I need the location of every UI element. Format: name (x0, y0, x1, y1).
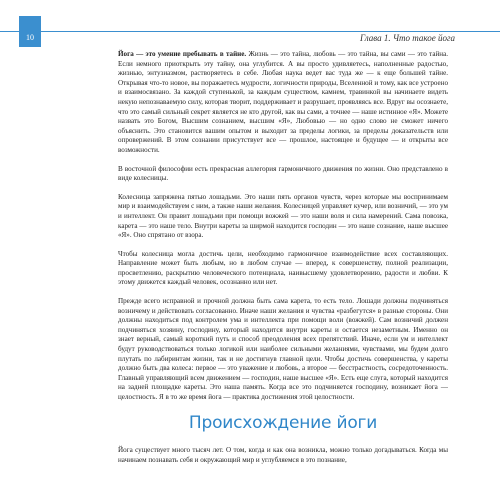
paragraph-4: Чтобы колесница могла достичь цели, необходимо гармоничное взаимодействие всех составляющих. Направление может быть любым, но в любом случае — вперед, к совершенству, полной реализации, просветлению, раскрытию человеческого потенциала, наивысшему удовлетворению, радости и любви. К этому движется каждый человек, осознанно или нет. (118, 249, 448, 287)
paragraph-text: Жизнь — это тайна, любовь — это тайна, вы сами — это тайна. Если немного приоткрыть эту тайну, она углубится. А вы просто удивляетесь, наполненные радостью, жизнью, энтузиазмом, растворяетесь в себе. Любая наука ведет вас туда же — к еще большей тайне. Открывая что-то новое, вы поражаетесь мудрости, логичности природы, Вселенной и тому, как все устроено и взаимосвязано. За каждой ступенькой, за каждым существом, камнем, травинкой вы начинаете видеть некую непознаваемую силу, которая творит, поддерживает и разрушает, проявляясь все. Вдруг вы осознаете, что это самый сильный секрет является не кто другой, как вы сами, а точнее — наше истинное «Я». Можете назвать это Богом, Высшим сознанием, высшим «Я», Любовью — но одно слово не сможет ничего объяснить. Это становится вашим опытом и выходит за пределы логики, за пределы доказательств или опровержений. В этом сознании присутствует все — прошлое, настоящее и будущее — и открыты все возможности. (118, 50, 449, 154)
page-number: 10 (19, 16, 41, 47)
closing-paragraph: Йога существует много тысяч лет. О том, когда и как она возникла, можно только догадываться. Когда мы начинаем познавать себя и окружающий мир и углубляемся в это познание, (118, 446, 448, 464)
page-body (118, 50, 448, 474)
paragraph-2: В восточной философии есть прекрасная аллегория гармоничного движения по жизни. Оно представлено в виде колесницы. (118, 164, 448, 183)
paragraph-lead: Йога — это умение пребывать в тайне. (118, 50, 247, 58)
section-heading: Происхождение йоги (188, 412, 378, 433)
running-header (0, 16, 500, 43)
paragraph-5: Прежде всего исправной и прочной должна быть сама карета, то есть тело. Лошади должны подчиняться возничему и действовать согласованно. Иначе наши желания и чувства «разбегутся» в разные стороны. Они должны находиться под контролем ума и интеллекта при помощи воли (вожжей). Сам возничий должен подчиняться хозяину, господину, который находится внутри кареты и остается незаметным. Именно он знает верный, самый короткий путь и способ преодоления всех препятствий. Иначе, если ум и интеллект будут руководствоваться только логикой или наиболее сильными желаниями, чувствами, мы будем долго плутать по лабиринтам жизни, так и не достигнув главной цели. Чтобы достичь совершенства, у кареты должно быть два колеса: первое — это уважение и любовь, а второе — бесстрастность, сосредоточенность. Главный управляющий всем движением — господин, наше высшее «Я». Есть еще слуга, который находится на задней площадке кареты. Это наша память. Когда все это подчиняется господину, возникает йога — целостность. Я в то же время йога — практика достижения этой целостности. (118, 297, 448, 401)
chapter-title: Глава 1. Что такое йога (360, 33, 455, 43)
paragraph-3: Колесница запряжена пятью лошадьми. Это наши пять органов чувств, через которые мы воспринимаем мир и взаимодействуем с ним, а также наши желания. Колесницей управляет кучер, или возничий, — это ум и интеллект. Он правит лошадьми при помощи вожжей — это наши воля и сила намерений. Сама повозка, карета — это наше тело. Внутри кареты за ширмой находится господин — это наше сознание, наше высшее «Я». Оно спрятано от взора. (118, 192, 448, 240)
paragraph-1 (118, 50, 448, 156)
